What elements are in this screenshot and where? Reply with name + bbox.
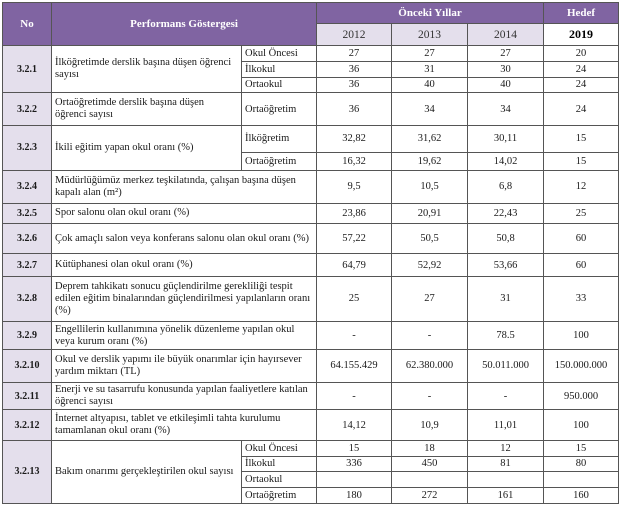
value-2013: 34	[392, 93, 468, 126]
value-2014: 50.011.000	[468, 350, 544, 383]
value-2013: 52,92	[392, 254, 468, 277]
value-2014: 31	[468, 276, 544, 321]
value-2014: 40	[468, 77, 544, 93]
target-value: 60	[544, 223, 619, 253]
value-2013: 10,9	[392, 410, 468, 440]
indicator-text: İlköğretimde derslik başına düşen öğrenci sayısı	[52, 46, 242, 93]
table-row	[3, 350, 619, 383]
row-number: 3.2.6	[3, 223, 52, 253]
indicator-text: Müdürlüğümüz merkez teşkilatında, çalışan başına düşen kapalı alan (m²)	[52, 171, 317, 204]
value-2012: 32,82	[317, 125, 392, 152]
value-2013	[392, 472, 468, 488]
sub-category-label: İlkokul	[242, 456, 317, 472]
indicator-text: Okul ve derslik yapımı ile büyük onarımlar için hayırsever yardım miktarı (TL)	[52, 350, 317, 383]
value-2013: 31	[392, 61, 468, 77]
value-2012: 25	[317, 276, 392, 321]
value-2013: 272	[392, 488, 468, 504]
value-2013: 40	[392, 77, 468, 93]
value-2012: 336	[317, 456, 392, 472]
target-value: 33	[544, 276, 619, 321]
indicator-text: Çok amaçlı salon veya konferans salonu olan okul oranı (%)	[52, 223, 317, 253]
row-number: 3.2.4	[3, 171, 52, 204]
value-2014: 22,43	[468, 203, 544, 223]
column-header-indicator: Performans Göstergesi	[52, 3, 317, 46]
indicator-text: Spor salonu olan okul oranı (%)	[52, 203, 317, 223]
sub-category-label: Ortaöğretim	[242, 488, 317, 504]
value-2012: 36	[317, 77, 392, 93]
target-value: 100	[544, 321, 619, 349]
value-2013: 27	[392, 46, 468, 62]
table-row	[3, 46, 619, 62]
target-value: 60	[544, 254, 619, 277]
value-2013: 27	[392, 276, 468, 321]
value-2013: 19,62	[392, 153, 468, 171]
value-2012: -	[317, 382, 392, 410]
value-2013: 18	[392, 440, 468, 456]
value-2014: 34	[468, 93, 544, 126]
value-2013: 450	[392, 456, 468, 472]
sub-category-label: İlkokul	[242, 61, 317, 77]
row-number: 3.2.10	[3, 350, 52, 383]
value-2014: 27	[468, 46, 544, 62]
value-2014: 6,8	[468, 171, 544, 204]
table-row	[3, 171, 619, 204]
row-number: 3.2.7	[3, 254, 52, 277]
target-value: 160	[544, 488, 619, 504]
table-row	[3, 125, 619, 152]
value-2013: 20,91	[392, 203, 468, 223]
table-row	[3, 223, 619, 253]
row-number: 3.2.3	[3, 125, 52, 170]
value-2012: 57,22	[317, 223, 392, 253]
column-header-previous-years: Önceki Yıllar	[317, 3, 544, 24]
sub-category-label: Ortaokul	[242, 77, 317, 93]
value-2014: 81	[468, 456, 544, 472]
sub-category-label: Okul Öncesi	[242, 440, 317, 456]
value-2014: 11,01	[468, 410, 544, 440]
target-value: 25	[544, 203, 619, 223]
indicator-text: Bakım onarımı gerçekleştirilen okul sayısı	[52, 440, 242, 503]
value-2012: 64.155.429	[317, 350, 392, 383]
target-value: 15	[544, 125, 619, 152]
value-2014: -	[468, 382, 544, 410]
sub-category-label: Ortaöğretim	[242, 153, 317, 171]
row-number: 3.2.2	[3, 93, 52, 126]
table-body	[3, 46, 619, 504]
value-2012: 36	[317, 93, 392, 126]
target-value: 12	[544, 171, 619, 204]
value-2012: 23,86	[317, 203, 392, 223]
row-number: 3.2.8	[3, 276, 52, 321]
value-2014: 30,11	[468, 125, 544, 152]
value-2013: 10,5	[392, 171, 468, 204]
table-row	[3, 93, 619, 126]
value-2012: 9,5	[317, 171, 392, 204]
sub-category-label: Ortaöğretim	[242, 93, 317, 126]
table-row	[3, 254, 619, 277]
column-header-target: Hedef	[544, 3, 619, 24]
indicator-text: Engellilerin kullanımına yönelik düzenleme yapılan okul veya kurum oranı (%)	[52, 321, 317, 349]
table-row	[3, 321, 619, 349]
row-number: 3.2.9	[3, 321, 52, 349]
table-row	[3, 203, 619, 223]
indicator-text: İkili eğitim yapan okul oranı (%)	[52, 125, 242, 170]
column-header-no: No	[3, 3, 52, 46]
target-value: 100	[544, 410, 619, 440]
value-2014: 30	[468, 61, 544, 77]
sub-category-label: Okul Öncesi	[242, 46, 317, 62]
value-2012: 27	[317, 46, 392, 62]
indicator-text: Kütüphanesi olan okul oranı (%)	[52, 254, 317, 277]
value-2013: 62.380.000	[392, 350, 468, 383]
value-2012: 180	[317, 488, 392, 504]
column-header-year-2012: 2012	[317, 24, 392, 46]
indicator-text: Deprem tahkikatı sonucu güçlendirilme gerekliliği tespit edilen eğitim binalarından güçlendirilmesi yapılanların oranı (%)	[52, 276, 317, 321]
row-number: 3.2.12	[3, 410, 52, 440]
value-2014: 12	[468, 440, 544, 456]
target-value	[544, 472, 619, 488]
target-value: 24	[544, 93, 619, 126]
target-value: 80	[544, 456, 619, 472]
value-2014: 50,8	[468, 223, 544, 253]
value-2013: 50,5	[392, 223, 468, 253]
table-row	[3, 440, 619, 456]
target-value: 150.000.000	[544, 350, 619, 383]
target-value: 15	[544, 153, 619, 171]
table-row	[3, 410, 619, 440]
table-row	[3, 382, 619, 410]
target-value: 24	[544, 77, 619, 93]
value-2013: -	[392, 321, 468, 349]
indicator-text: İnternet altyapısı, tablet ve etkileşimli tahta kurulumu tamamlanan okul oranı (%)	[52, 410, 317, 440]
value-2012: 64,79	[317, 254, 392, 277]
value-2014: 14,02	[468, 153, 544, 171]
value-2014: 161	[468, 488, 544, 504]
row-number: 3.2.13	[3, 440, 52, 503]
value-2012: 14,12	[317, 410, 392, 440]
column-header-target-year: 2019	[544, 24, 619, 46]
indicator-text: Ortaöğretimde derslik başına düşen öğrenci sayısı	[52, 93, 242, 126]
value-2014: 78.5	[468, 321, 544, 349]
value-2012: 16,32	[317, 153, 392, 171]
value-2012: 15	[317, 440, 392, 456]
value-2012	[317, 472, 392, 488]
target-value: 950.000	[544, 382, 619, 410]
table-row	[3, 276, 619, 321]
performance-indicators-table	[2, 2, 619, 504]
value-2012: 36	[317, 61, 392, 77]
value-2013: -	[392, 382, 468, 410]
value-2012: -	[317, 321, 392, 349]
row-number: 3.2.1	[3, 46, 52, 93]
value-2014: 53,66	[468, 254, 544, 277]
indicator-text: Enerji ve su tasarrufu konusunda yapılan faaliyetlere katılan öğrenci sayısı	[52, 382, 317, 410]
row-number: 3.2.11	[3, 382, 52, 410]
target-value: 20	[544, 46, 619, 62]
sub-category-label: Ortaokul	[242, 472, 317, 488]
target-value: 15	[544, 440, 619, 456]
column-header-year-2013: 2013	[392, 24, 468, 46]
target-value: 24	[544, 61, 619, 77]
row-number: 3.2.5	[3, 203, 52, 223]
value-2013: 31,62	[392, 125, 468, 152]
column-header-year-2014: 2014	[468, 24, 544, 46]
sub-category-label: İlköğretim	[242, 125, 317, 152]
value-2014	[468, 472, 544, 488]
